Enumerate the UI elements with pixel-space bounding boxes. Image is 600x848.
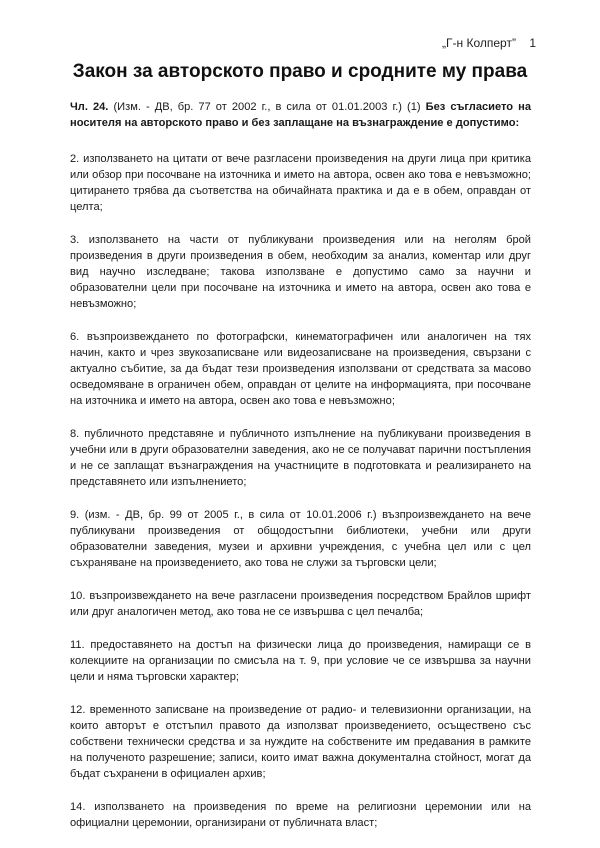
list-item: 9. (изм. - ДВ, бр. 99 от 2005 г., в сила от 10.01.2006 г.) възпроизвеждането на вече публикувани произведения от общодостъпни библиотеки, учебни или други образователни заведения, музеи и архивни учреждения, с учебна цел или с цел съхраняване на произведението, ако това не служи за търговски цели;	[70, 509, 531, 569]
document-title: Закон за авторското право и сродните му права	[72, 61, 528, 82]
list-item: 8. публичното представяне и публичното изпълнение на публикувани произведения в учебни или в други образователни заведения, ако не се получават парични постъпления и не се заплащат възнаграждения на участниците в подготовката и реализирането на представянето или изпълнението;	[70, 428, 531, 488]
document-body	[70, 99, 531, 848]
header-label: „Г-н Колперт”	[442, 36, 516, 50]
page-number: 1	[529, 36, 536, 50]
list-item: 2. използването на цитати от вече разгласени произведения на други лица при критика или обзор при посочване на източника и името на автора, освен ако това е невъзможно; цитирането трябва да съответства на обичайната практика и да е в обем, оправдан от целта;	[70, 153, 531, 213]
list-item: 14. използването на произведения по време на религиозни церемонии или на официални церемонии, организирани от публичната власт;	[70, 801, 531, 829]
article-lead-text: Без съгласието на носителя на авторското право и без заплащане на възнаграждение е допустимо:	[70, 101, 531, 129]
article-amendment: (Изм. - ДВ, бр. 77 от 2002 г., в сила от 01.01.2003 г.) (1)	[108, 101, 426, 113]
list-item: 6. възпроизвеждането по фотографски, кинематографичен или аналогичен на тях начин, както и чрез звукозаписване или видеозаписване на произведения, свързани с актуално събитие, за да бъдат тези произведения използвани от средствата за масово осведомяване в ограничен обем, оправдан от целите на информацията, при посочване на източника и името на автора, освен ако това е невъзможно;	[70, 331, 531, 407]
list-item: 12. временното записване на произведение от радио- и телевизионни организации, на които авторът е отстъпил правото да използват произведението, осъществено със собствени технически средства и за нуждите на собствените им предавания в рамките на полученото разрешение; записи, които имат важна документална стойност, могат да бъдат съхранени в официален архив;	[70, 704, 531, 780]
article-intro	[70, 99, 531, 131]
list-item: 10. възпроизвеждането на вече разгласени произведения посредством Брайлов шрифт или друг аналогичен метод, ако това не се извършва с цел печалба;	[70, 590, 531, 618]
page-header	[442, 36, 536, 50]
list-item: 3. използването на части от публикувани произведения или на неголям брой произведения в други произведения в обем, необходим за анализ, коментар или друг вид научно изследване; такова използване е допустимо само за научни и образователни цели при посочване на източника и името на автора, освен ако това е невъзможно;	[70, 234, 531, 310]
article-number: Чл. 24.	[70, 101, 109, 113]
list-item: 11. предоставянето на достъп на физически лица до произведения, намиращи се в колекциите на организации по смисъла на т. 9, при условие че се извършва за научни цели и няма търговски характер;	[70, 639, 531, 683]
